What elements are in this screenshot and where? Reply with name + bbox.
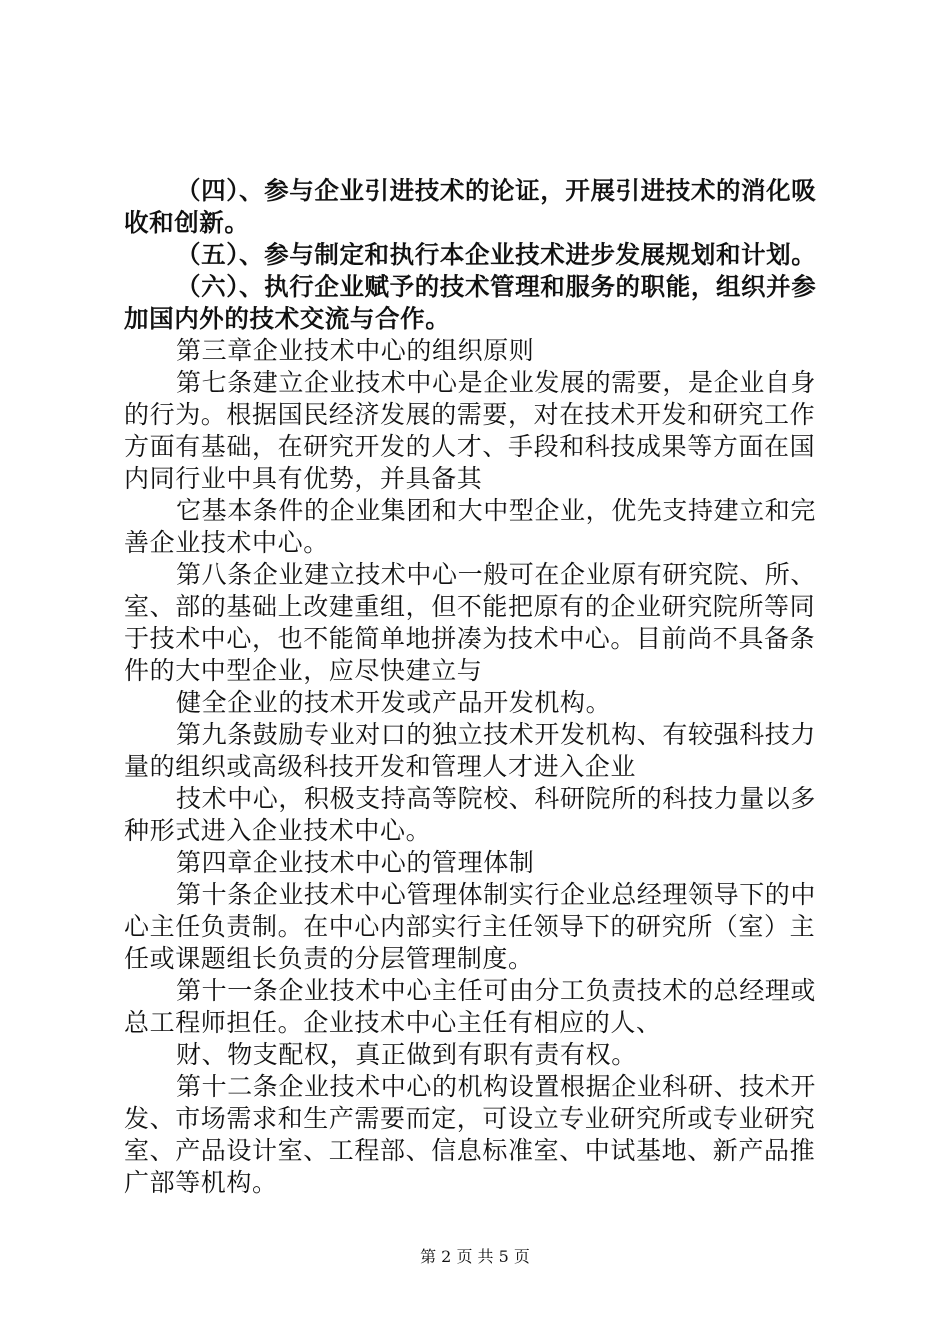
paragraph: 第八条企业建立技术中心一般可在企业原有研究院、所、室、部的基础上改建重组，但不能把原有的企业研究院所等同于技术中心，也不能简单地拼凑为技术中心。目前尚不具备条件的大中型企业，应尽快建立与	[124, 560, 817, 685]
paragraph: （六）、执行企业赋予的技术管理和服务的职能，组织并参加国内外的技术交流与合作。	[124, 272, 817, 333]
chapter-heading: 第三章企业技术中心的组织原则	[176, 336, 535, 365]
document-body	[124, 175, 836, 1199]
paragraph: 第十条企业技术中心管理体制实行企业总经理领导下的中心主任负责制。在中心内部实行主任领导下的研究所（室）主任或课题组长负责的分层管理制度。	[124, 880, 817, 973]
page-number-footer: 第 2 页 共 5 页	[420, 1247, 530, 1266]
paragraph: 第九条鼓励专业对口的独立技术开发机构、有较强科技力量的组织或高级科技开发和管理人才进入企业	[124, 720, 817, 781]
paragraph: 它基本条件的企业集团和大中型企业，优先支持建立和完善企业技术中心。	[124, 496, 817, 557]
paragraph: 财、物支配权，真正做到有职有责有权。	[176, 1040, 637, 1069]
chapter-heading: 第四章企业技术中心的管理体制	[176, 848, 535, 877]
paragraph: 技术中心，积极支持高等院校、科研院所的科技力量以多种形式进入企业技术中心。	[124, 784, 817, 845]
paragraph: 第十二条企业技术中心的机构设置根据企业科研、技术开发、市场需求和生产需要而定，可设立专业研究所或专业研究室、产品设计室、工程部、信息标准室、中试基地、新产品推广部等机构。	[124, 1072, 817, 1197]
paragraph: （五）、参与制定和执行本企业技术进步发展规划和计划。	[176, 240, 817, 269]
paragraph: 第七条建立企业技术中心是企业发展的需要，是企业自身的行为。根据国民经济发展的需要，对在技术开发和研究工作方面有基础，在研究开发的人才、手段和科技成果等方面在国内同行业中具有优势，并具备其	[124, 368, 817, 493]
paragraph: （四）、参与企业引进技术的论证，开展引进技术的消化吸收和创新。	[124, 176, 817, 237]
paragraph: 第十一条企业技术中心主任可由分工负责技术的总经理或总工程师担任。企业技术中心主任有相应的人、	[124, 976, 817, 1037]
paragraph: 健全企业的技术开发或产品开发机构。	[176, 688, 612, 717]
